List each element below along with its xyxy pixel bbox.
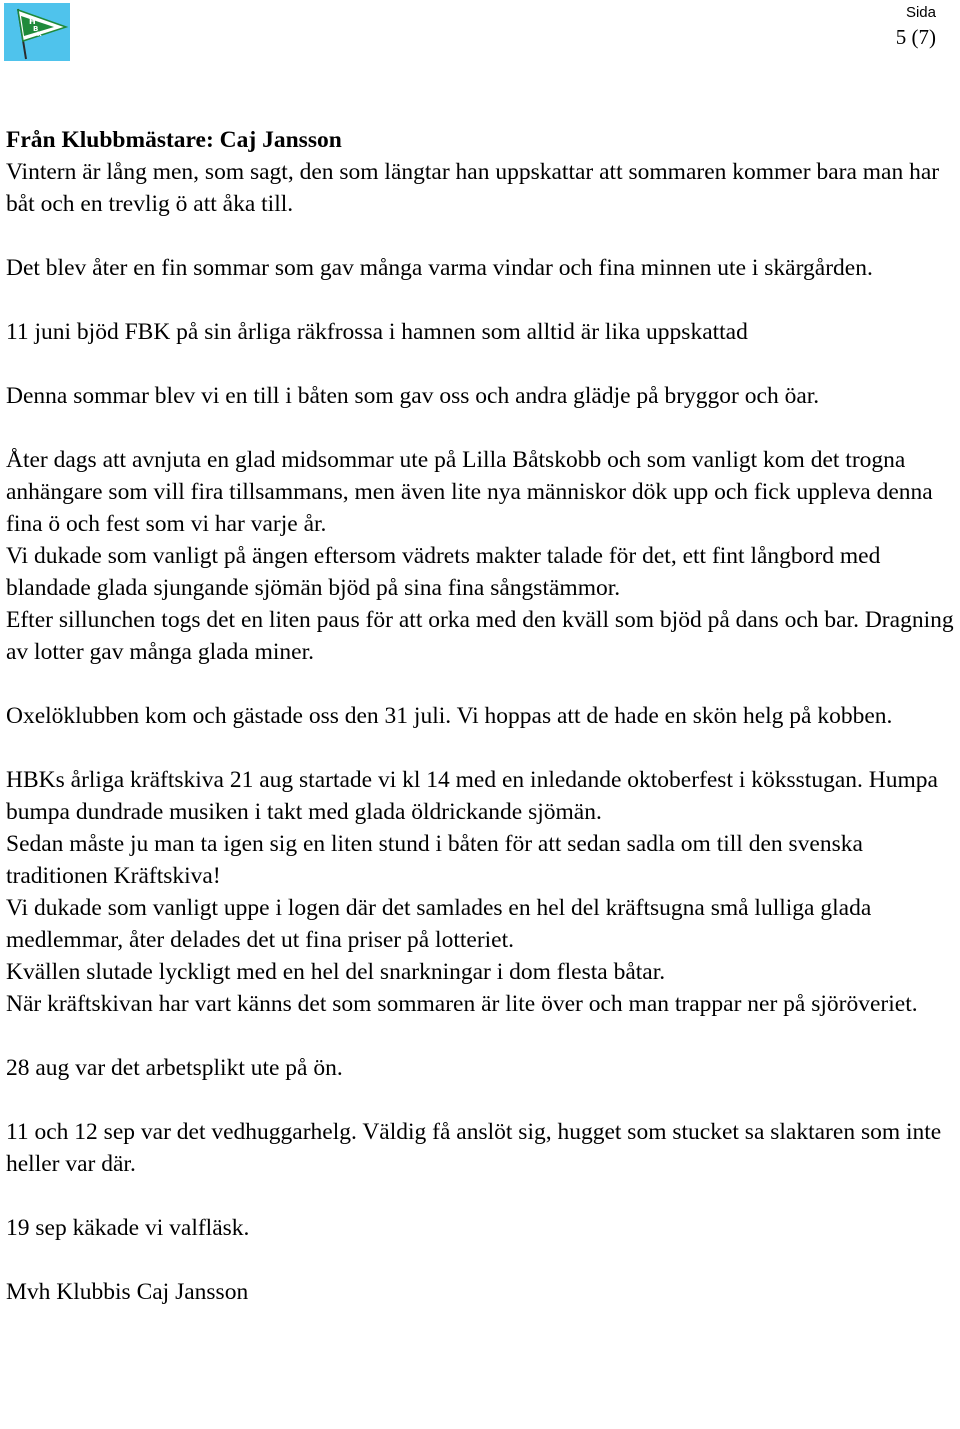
- paragraph-15: 11 och 12 sep var det vedhuggarhelg. Väldig få anslöt sig, hugget som stucket sa slaktaren som inte heller var där.: [6, 1119, 942, 1177]
- svg-text:B: B: [33, 25, 39, 33]
- svg-text:H: H: [29, 17, 36, 26]
- article-body: [6, 124, 958, 1308]
- paragraph-5: Åter dags att avnjuta en glad midsommar ute på Lilla Båtskobb och som vanligt kom det trogna anhängare som vill fira tillsammans, men även lite nya människor dök upp och fick uppleva denna fina ö och fest som vi har varje år.: [6, 447, 933, 537]
- paragraph-4: Denna sommar blev vi en till i båten som gav oss och andra glädje på bryggor och öar.: [6, 383, 820, 409]
- paragraph-11: Vi dukade som vanligt uppe i logen där det samlades en hel del kräftsugna små lulliga glada medlemmar, åter delades det ut fina priser på lotteriet.: [6, 895, 872, 953]
- paragraph-9: HBKs årliga kräftskiva 21 aug startade vi kl 14 med en inledande oktoberfest i köksstugan. Humpa bumpa dundrade musiken i takt med glada öldrickande sjömän.: [6, 767, 938, 825]
- article-heading: Från Klubbmästare: Caj Jansson: [6, 127, 342, 153]
- paragraph-16: 19 sep käkade vi valfläsk.: [6, 1215, 250, 1241]
- signature-line: Mvh Klubbis Caj Jansson: [6, 1279, 249, 1305]
- paragraph-8: Oxelöklubben kom och gästade oss den 31 juli. Vi hoppas att de hade en skön helg på kobben.: [6, 703, 893, 729]
- page-indicator: [896, 2, 936, 50]
- page-label: Sida: [905, 4, 936, 21]
- paragraph-6: Vi dukade som vanligt på ängen eftersom vädrets makter talade för det, ett fint långbord med blandade glada sjungande sjömän bjöd på sina fina sångstämmor.: [6, 543, 881, 601]
- club-flag-logo: [4, 3, 70, 61]
- paragraph-3: 11 juni bjöd FBK på sin årliga räkfrossa i hamnen som alltid är lika uppskattad: [6, 319, 748, 345]
- paragraph-7: Efter sillunchen togs det en liten paus för att orka med den kväll som bjöd på dans och bar. Dragning av lotter gav många glada miner.: [6, 607, 954, 665]
- page-number: 5 (7): [895, 25, 936, 49]
- paragraph-13: När kräftskivan har vart känns det som sommaren är lite över och man trappar ner på sjöröveriet.: [6, 991, 918, 1017]
- paragraph-10: Sedan måste ju man ta igen sig en liten stund i båten för att sedan sadla om till den svenska traditionen Kräftskiva!: [6, 831, 863, 889]
- paragraph-14: 28 aug var det arbetsplikt ute på ön.: [6, 1055, 343, 1081]
- svg-text:K: K: [37, 31, 42, 38]
- paragraph-12: Kvällen slutade lyckligt med en hel del snarkningar i dom flesta båtar.: [6, 959, 666, 985]
- paragraph-1: Vintern är lång men, som sagt, den som längtar han uppskattar att sommaren kommer bara man har båt och en trevlig ö att åka till.: [6, 159, 940, 217]
- paragraph-2: Det blev åter en fin sommar som gav många varma vindar och fina minnen ute i skärgården.: [6, 255, 873, 281]
